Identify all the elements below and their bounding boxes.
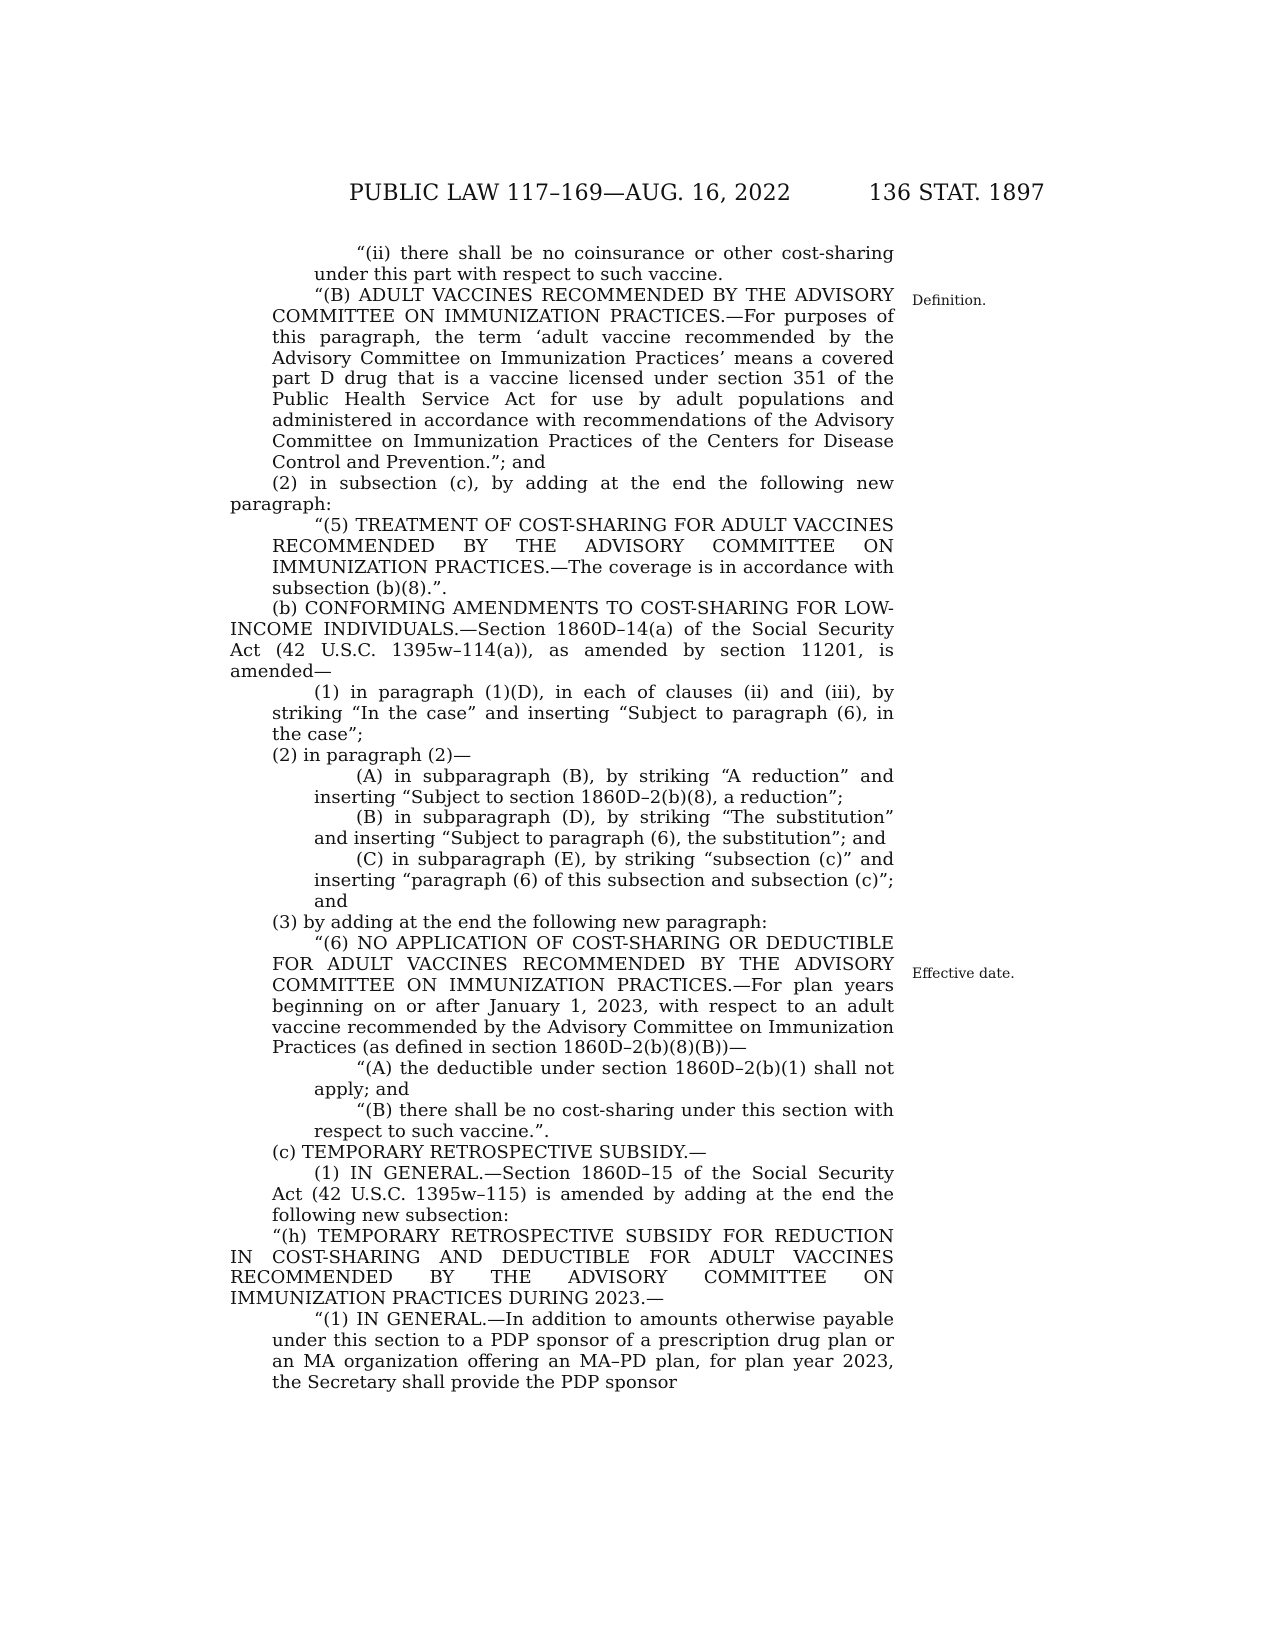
amendment-b-2-c: (C) in subparagraph (E), by striking “subsection (c)” and inserting “paragraph (6) of this subsection and subsection (c)”; and [314,849,894,913]
header-title: PUBLIC LAW 117–169—AUG. 16, 2022 [349,181,792,206]
subparagraph-b: “(B) ADULT VACCINES RECOMMENDED BY THE ADVISORY COMMITTEE ON IMMUNIZATION PRACTICES.—For purposes of this paragraph, the term ‘adult vaccine recommended by the Advisory Committee on Immunization Practices’ means a covered part D drug that is a vaccine licensed under section 351 of the Public Health Service Act for use by adult populations and administered in accordance with recommendations of the Advisory Committee on Immunization Practices of the Centers for Disease Control and Prevention.”; and [272,284,894,474]
amendment-b-2-a: (A) in subparagraph (B), by striking “A reduction” and inserting “Subject to section 1860D–2(b)(8), a reduction”; [314,765,894,808]
amendment-b-2: (2) in paragraph (2)— [272,744,472,766]
margin-note-effective-date: Effective date. [912,966,1015,982]
new-subsection-h: “(h) TEMPORARY RETROSPECTIVE SUBSIDY FOR REDUCTION IN COST-SHARING AND DEDUCTIBLE FOR ADULT VACCINES RECOMMENDED BY THE ADVISORY COMMITTEE ON IMMUNIZATION PRACTICES DURING 2023.— [230,1225,894,1310]
running-header [349,181,1045,207]
statute-body [230,244,894,1394]
subsection-c: (c) TEMPORARY RETROSPECTIVE SUBSIDY.— [272,1141,707,1163]
paragraph-5: “(5) TREATMENT OF COST-SHARING FOR ADULT VACCINES RECOMMENDED BY THE ADVISORY COMMITTEE ON IMMUNIZATION PRACTICES.—The coverage is in accordance with subsection (b)(8).”. [272,514,894,599]
margin-note-definition: Definition. [912,293,987,309]
subsection-b: (b) CONFORMING AMENDMENTS TO COST-SHARING FOR LOW-INCOME INDIVIDUALS.—Section 1860D–14(a) of the Social Security Act (42 U.S.C. 1395w–114(a)), as amended by section 11201, is amended— [230,598,894,683]
header-page-number: 136 STAT. 1897 [868,181,1045,206]
paragraph-6-b: “(B) there shall be no cost-sharing under this section with respect to such vaccine.”. [314,1100,894,1143]
paragraph-6-a: “(A) the deductible under section 1860D–2(b)(1) shall not apply; and [314,1058,894,1101]
amendment-b-2-b: (B) in subparagraph (D), by striking “The substitution” and inserting “Subject to paragraph (6), the substitution”; and [314,807,894,850]
paragraph-6: “(6) NO APPLICATION OF COST-SHARING OR DEDUCTIBLE FOR ADULT VACCINES RECOMMENDED BY THE ADVISORY COMMITTEE ON IMMUNIZATION PRACTICES.—For plan years beginning on or after January 1, 2023, with respect to an adult vaccine recommended by the Advisory Committee on Immunization Practices (as defined in section 1860D–2(b)(8)(B))— [272,932,894,1059]
amendment-b-1: (1) in paragraph (1)(D), in each of clauses (ii) and (iii), by striking “In the case” and inserting “Subject to paragraph (6), in the case”; [272,682,894,745]
amendment-2: (2) in subsection (c), by adding at the end the following new paragraph: [230,472,894,515]
amendment-b-3: (3) by adding at the end the following new paragraph: [272,912,768,933]
subsection-c-1: (1) IN GENERAL.—Section 1860D–15 of the Social Security Act (42 U.S.C. 1395w–115) is amended by adding at the end the following new subsection: [272,1162,894,1226]
new-subsection-h-1: “(1) IN GENERAL.—In addition to amounts otherwise payable under this section to a PDP sponsor of a prescription drug plan or an MA organization offering an MA–PD plan, for plan year 2023, the Secretary shall provide the PDP sponsor [272,1309,894,1393]
clause-ii: “(ii) there shall be no coinsurance or other cost-sharing under this part with respect to such vaccine. [314,243,894,285]
